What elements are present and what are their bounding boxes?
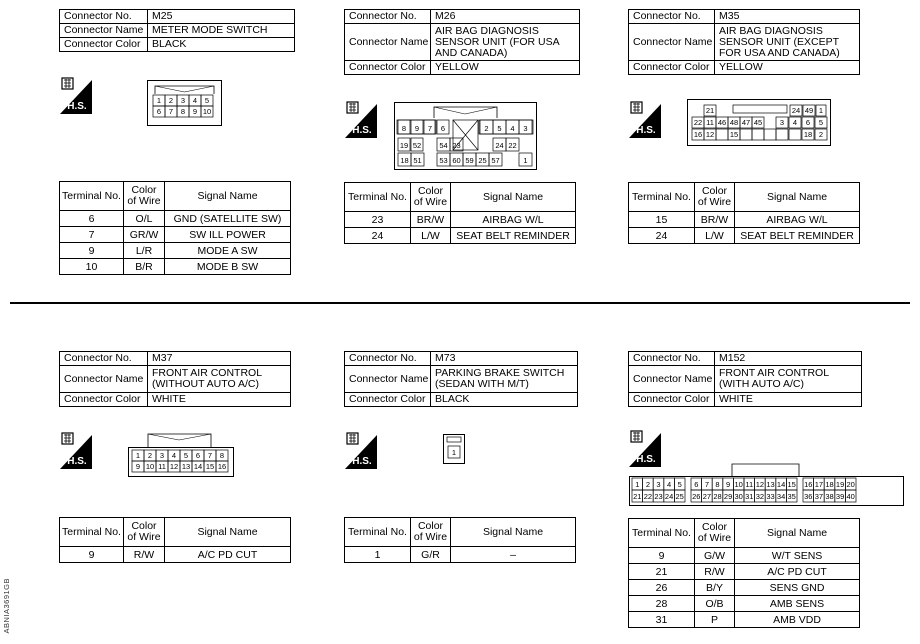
signal-name-cell: AMB VDD	[735, 612, 860, 628]
hs-label: H.S.	[636, 125, 656, 136]
signal-name-cell: MODE B SW	[165, 259, 291, 275]
pin-label: 5	[497, 124, 502, 133]
pin-label: 9	[726, 480, 731, 489]
pin-label: 19	[399, 141, 409, 150]
wire-color-cell: R/W	[124, 547, 165, 563]
wire-color-cell: BR/W	[695, 212, 735, 228]
pin-label: 10	[202, 107, 212, 116]
terminal-table-m35	[628, 182, 860, 244]
pin-label: 25	[675, 492, 684, 501]
connector-panel-m73	[344, 351, 584, 407]
pin-label: 48	[729, 118, 739, 127]
wire-color-header: Color of Wire	[411, 518, 451, 547]
pin-label: 1	[156, 96, 162, 105]
connector-face-svg	[147, 80, 222, 126]
wire-color-cell: O/L	[124, 211, 165, 227]
signal-name-header: Signal Name	[735, 519, 860, 548]
connector-info-table	[344, 9, 580, 75]
terminal-no-cell: 31	[629, 612, 695, 628]
connector-color-label: Connector Color	[629, 61, 715, 75]
signal-name-header: Signal Name	[451, 518, 576, 547]
signal-name-cell: SW ILL POWER	[165, 227, 291, 243]
wire-color-cell: B/Y	[695, 580, 735, 596]
connector-face-svg	[394, 102, 537, 170]
hs-symbol	[629, 429, 661, 467]
pin-label: 24	[495, 141, 504, 150]
connector-no-value: M26	[431, 10, 580, 24]
pin-label: 30	[734, 492, 743, 501]
pin-label: 9	[192, 107, 198, 116]
pin-label: 3	[779, 118, 785, 127]
terminal-row	[60, 259, 291, 275]
signal-name-cell: GND (SATELLITE SW)	[165, 211, 291, 227]
terminal-row	[345, 212, 576, 228]
pin-label: 14	[776, 480, 786, 489]
pin-label: 4	[192, 96, 198, 105]
connector-no-label: Connector No.	[60, 10, 148, 24]
connector-name-label: Connector Name	[60, 366, 148, 393]
connector-no-value: M37	[148, 352, 291, 366]
pin-label: 4	[667, 480, 672, 489]
pin-label: 5	[677, 480, 682, 489]
pin-label: 51	[413, 156, 422, 165]
pin-label: 21	[705, 106, 715, 115]
hs-label: H.S.	[67, 456, 87, 467]
pin-label: 12	[169, 462, 179, 471]
pin-label: 11	[745, 480, 754, 489]
connector-no-value: M35	[715, 10, 860, 24]
pin-label: 32	[755, 492, 765, 501]
pin-label: 1	[451, 448, 457, 457]
connector-name-label: Connector Name	[345, 366, 431, 393]
wire-color-header: Color of Wire	[124, 182, 165, 211]
hs-label: H.S.	[352, 456, 372, 467]
pin-label: 2	[147, 451, 153, 460]
pin-label: 21	[633, 492, 642, 501]
terminal-no-header: Terminal No.	[60, 182, 124, 211]
terminal-table-m25	[59, 181, 291, 275]
wire-color-header: Color of Wire	[695, 519, 735, 548]
pin-label: 16	[804, 480, 813, 489]
pin-label: 15	[205, 462, 215, 471]
wire-color-cell: R/W	[695, 564, 735, 580]
connector-face-svg	[629, 463, 904, 507]
pin-label: 6	[156, 107, 162, 116]
connector-color-value: YELLOW	[715, 61, 860, 75]
pin-label: 6	[440, 124, 446, 133]
hs-symbol	[629, 100, 661, 138]
terminal-row	[60, 211, 291, 227]
pin-label: 8	[715, 480, 720, 489]
hs-label: H.S.	[636, 454, 656, 465]
connector-no-value: M152	[715, 352, 862, 366]
pin-label: 28	[713, 492, 722, 501]
connector-color-label: Connector Color	[60, 38, 148, 52]
terminal-no-header: Terminal No.	[345, 183, 411, 212]
signal-name-cell: W/T SENS	[735, 548, 860, 564]
pin-label: 37	[814, 492, 824, 501]
pin-label: 34	[776, 492, 786, 501]
hs-icon	[60, 431, 92, 469]
terminal-row	[60, 547, 291, 563]
connector-face-m35	[687, 99, 831, 146]
connector-color-value: WHITE	[148, 393, 291, 407]
signal-name-cell: SEAT BELT REMINDER	[735, 228, 860, 244]
terminal-table-m152	[628, 518, 860, 628]
signal-name-cell: A/C PD CUT	[165, 547, 291, 563]
connector-panel-m152	[628, 351, 868, 407]
connector-color-label: Connector Color	[60, 393, 148, 407]
pin-label: 29	[723, 492, 733, 501]
pin-label: 1	[635, 480, 640, 489]
connector-name-value: PARKING BRAKE SWITCH (SEDAN WITH M/T)	[431, 366, 578, 393]
pin-label: 18	[400, 156, 409, 165]
pin-label: 18	[825, 480, 834, 489]
pin-label: 7	[168, 107, 174, 116]
pin-label: 15	[729, 130, 739, 139]
connector-no-label: Connector No.	[345, 352, 431, 366]
hs-label: H.S.	[67, 101, 87, 112]
pin-label: 3	[656, 480, 661, 489]
terminal-row	[629, 548, 860, 564]
connector-no-value: M25	[148, 10, 295, 24]
hs-symbol	[345, 431, 377, 469]
signal-name-cell: AIRBAG W/L	[451, 212, 576, 228]
pin-label: 13	[766, 480, 775, 489]
wire-color-cell: P	[695, 612, 735, 628]
pin-cell	[764, 129, 776, 140]
connector-info-table	[628, 9, 860, 75]
signal-name-cell: MODE A SW	[165, 243, 291, 259]
connector-info-table	[628, 351, 862, 407]
pin-label: 53	[439, 156, 448, 165]
connector-color-label: Connector Color	[629, 393, 715, 407]
terminal-no-header: Terminal No.	[629, 519, 695, 548]
connector-face-svg	[128, 433, 234, 477]
connector-color-value: BLACK	[431, 393, 578, 407]
connector-color-label: Connector Color	[345, 393, 431, 407]
terminal-row	[345, 228, 576, 244]
terminal-no-cell: 24	[345, 228, 411, 244]
connector-name-value: AIR BAG DIAGNOSIS SENSOR UNIT (EXCEPT FOR USA AND CANADA)	[715, 24, 860, 61]
pin-label: 40	[846, 492, 855, 501]
pin-label: 17	[814, 480, 824, 489]
pin-cell	[776, 129, 788, 140]
hs-icon	[629, 100, 661, 138]
figure-id: ABNIA3691GB	[2, 578, 11, 634]
connector-color-value: YELLOW	[431, 61, 580, 75]
connector-no-label: Connector No.	[60, 352, 148, 366]
pin-label: 2	[484, 124, 489, 133]
pin-label: 2	[168, 96, 174, 105]
terminal-row	[629, 228, 860, 244]
signal-name-cell: –	[451, 547, 576, 563]
connector-face-svg	[687, 99, 831, 146]
connector-panel-m35	[628, 9, 868, 75]
connector-panel-m26	[344, 9, 584, 75]
hs-icon	[629, 429, 661, 467]
terminal-no-cell: 26	[629, 580, 695, 596]
pin-label: 59	[465, 156, 474, 165]
pin-label: 6	[805, 118, 811, 127]
signal-name-cell: AIRBAG W/L	[735, 212, 860, 228]
wire-color-cell: G/W	[695, 548, 735, 564]
connector-name-label: Connector Name	[629, 24, 715, 61]
wire-color-cell: L/W	[695, 228, 735, 244]
pin-label: 19	[835, 480, 845, 489]
wire-color-cell: L/R	[124, 243, 165, 259]
hs-icon	[345, 100, 377, 138]
signal-name-header: Signal Name	[165, 518, 291, 547]
connector-name-value: AIR BAG DIAGNOSIS SENSOR UNIT (FOR USA AND CANADA)	[431, 24, 580, 61]
pin-label: 22	[643, 492, 653, 501]
signal-name-cell: SEAT BELT REMINDER	[451, 228, 576, 244]
pin-label: 20	[846, 480, 855, 489]
terminal-no-cell: 9	[60, 243, 124, 259]
wire-color-cell: L/W	[411, 228, 451, 244]
terminal-no-cell: 7	[60, 227, 124, 243]
pin-label: 24	[664, 492, 674, 501]
pin-label: 35	[787, 492, 796, 501]
terminal-no-cell: 23	[345, 212, 411, 228]
signal-name-header: Signal Name	[165, 182, 291, 211]
connector-panel-m37	[59, 351, 299, 407]
pin-label: 16	[217, 462, 227, 471]
terminal-no-header: Terminal No.	[345, 518, 411, 547]
pin-cell	[740, 129, 752, 140]
pin-label: 1	[523, 156, 528, 165]
pin-label: 11	[158, 462, 166, 471]
pin-label: 9	[414, 124, 420, 133]
pin-cell	[789, 129, 801, 140]
pin-cell	[733, 105, 787, 113]
wire-color-header: Color of Wire	[695, 183, 735, 212]
pin-label: 3	[180, 96, 186, 105]
wire-color-cell: GR/W	[124, 227, 165, 243]
pin-label: 22	[693, 118, 703, 127]
hs-symbol	[345, 100, 377, 138]
signal-name-header: Signal Name	[451, 183, 576, 212]
pin-label: 46	[717, 118, 727, 127]
pin-label: 60	[452, 156, 461, 165]
wire-color-cell: BR/W	[411, 212, 451, 228]
connector-face-m73	[443, 434, 465, 464]
pin-label: 52	[412, 141, 422, 150]
pin-label: 26	[692, 492, 701, 501]
pin-label: 27	[702, 492, 712, 501]
connector-color-value: WHITE	[715, 393, 862, 407]
terminal-row	[629, 596, 860, 612]
signal-name-header: Signal Name	[735, 183, 860, 212]
pin-label: 24	[791, 106, 801, 115]
pin-label: 45	[753, 118, 763, 127]
pin-label: 23	[654, 492, 663, 501]
terminal-table-m37	[59, 517, 291, 563]
hs-label: H.S.	[352, 125, 372, 136]
terminal-no-header: Terminal No.	[629, 183, 695, 212]
connector-name-label: Connector Name	[629, 366, 715, 393]
pin-label: 1	[135, 451, 141, 460]
terminal-row	[629, 612, 860, 628]
pin-label: 3	[159, 451, 165, 460]
terminal-no-header: Terminal No.	[60, 518, 124, 547]
terminal-table-m26	[344, 182, 576, 244]
wire-color-header: Color of Wire	[411, 183, 451, 212]
pin-label: 39	[835, 492, 845, 501]
connector-name-value: FRONT AIR CONTROL (WITHOUT AUTO A/C)	[148, 366, 291, 393]
connector-color-label: Connector Color	[345, 61, 431, 75]
connector-face-svg	[443, 434, 465, 464]
connector-info-table	[59, 9, 295, 52]
pin-label: 7	[704, 480, 709, 489]
pin-label: 36	[804, 492, 813, 501]
connector-info-table	[59, 351, 291, 407]
pin-label: 7	[207, 451, 213, 460]
terminal-row	[629, 580, 860, 596]
connector-no-value: M73	[431, 352, 578, 366]
terminal-row	[345, 547, 576, 563]
connector-panel-m25	[59, 9, 299, 52]
pin-label: 6	[694, 480, 699, 489]
pin-cell	[752, 129, 764, 140]
connector-face-m152	[629, 463, 904, 507]
terminal-no-cell: 28	[629, 596, 695, 612]
pin-cell	[716, 129, 728, 140]
pin-label: 8	[180, 107, 186, 116]
connector-face-m37	[128, 433, 234, 477]
connector-face-m26	[394, 102, 537, 170]
pin-label: 1	[818, 106, 824, 115]
connector-name-label: Connector Name	[60, 24, 148, 38]
pin-label: 13	[181, 462, 191, 471]
signal-name-cell: A/C PD CUT	[735, 564, 860, 580]
pin-label: 23	[452, 141, 461, 150]
wire-color-cell: B/R	[124, 259, 165, 275]
connector-name-label: Connector Name	[345, 24, 431, 61]
terminal-no-cell: 24	[629, 228, 695, 244]
connector-name-value: FRONT AIR CONTROL (WITH AUTO A/C)	[715, 366, 862, 393]
terminal-no-cell: 15	[629, 212, 695, 228]
signal-name-cell: SENS GND	[735, 580, 860, 596]
connector-name-value: METER MODE SWITCH	[148, 24, 295, 38]
pin-label: 49	[804, 106, 814, 115]
pin-label: 54	[439, 141, 448, 150]
pin-label: 3	[523, 124, 528, 133]
terminal-row	[629, 212, 860, 228]
terminal-table-m73	[344, 517, 576, 563]
pin-label: 22	[508, 141, 517, 150]
terminal-no-cell: 10	[60, 259, 124, 275]
pin-label: 25	[478, 156, 487, 165]
pin-label: 15	[787, 480, 796, 489]
pin-label: 16	[693, 130, 703, 139]
signal-name-cell: AMB SENS	[735, 596, 860, 612]
pin-label: 2	[645, 480, 650, 489]
connector-no-label: Connector No.	[345, 10, 431, 24]
pin-label: 38	[825, 492, 834, 501]
terminal-no-cell: 6	[60, 211, 124, 227]
pin-label: 8	[401, 124, 407, 133]
terminal-row	[60, 243, 291, 259]
terminal-no-cell: 9	[60, 547, 124, 563]
pin-label: 9	[135, 462, 141, 471]
terminal-no-cell: 9	[629, 548, 695, 564]
pin-label: 4	[171, 451, 177, 460]
section-divider	[10, 302, 910, 304]
pin-label: 31	[745, 492, 754, 501]
terminal-no-cell: 21	[629, 564, 695, 580]
pin-label: 8	[219, 451, 225, 460]
pin-label: 12	[705, 130, 715, 139]
pin-label: 2	[818, 130, 824, 139]
connector-info-table	[344, 351, 578, 407]
pin-label: 6	[195, 451, 201, 460]
pin-label: 5	[183, 451, 189, 460]
connector-no-label: Connector No.	[629, 352, 715, 366]
hs-icon	[60, 76, 92, 114]
pin-label: 10	[734, 480, 743, 489]
pin-label: 5	[818, 118, 824, 127]
wire-color-cell: G/R	[411, 547, 451, 563]
pin-label: 11	[706, 118, 714, 127]
pin-label: 47	[741, 118, 751, 127]
terminal-row	[60, 227, 291, 243]
pin-label: 14	[193, 462, 203, 471]
pin-label: 18	[803, 130, 813, 139]
pin-label: 10	[145, 462, 155, 471]
pin-label: 33	[766, 492, 775, 501]
pin-label: 4	[510, 124, 515, 133]
pin-label: 12	[755, 480, 765, 489]
hs-symbol	[60, 431, 92, 469]
pin-label: 57	[491, 156, 500, 165]
pin-label: 4	[792, 118, 798, 127]
wire-color-header: Color of Wire	[124, 518, 165, 547]
pin-label: 5	[204, 96, 210, 105]
hs-icon	[345, 431, 377, 469]
pin-label: 7	[427, 124, 433, 133]
connector-no-label: Connector No.	[629, 10, 715, 24]
terminal-no-cell: 1	[345, 547, 411, 563]
terminal-row	[629, 564, 860, 580]
wire-color-cell: O/B	[695, 596, 735, 612]
hs-symbol	[60, 76, 92, 114]
connector-face-m25	[147, 80, 222, 126]
connector-color-value: BLACK	[148, 38, 295, 52]
